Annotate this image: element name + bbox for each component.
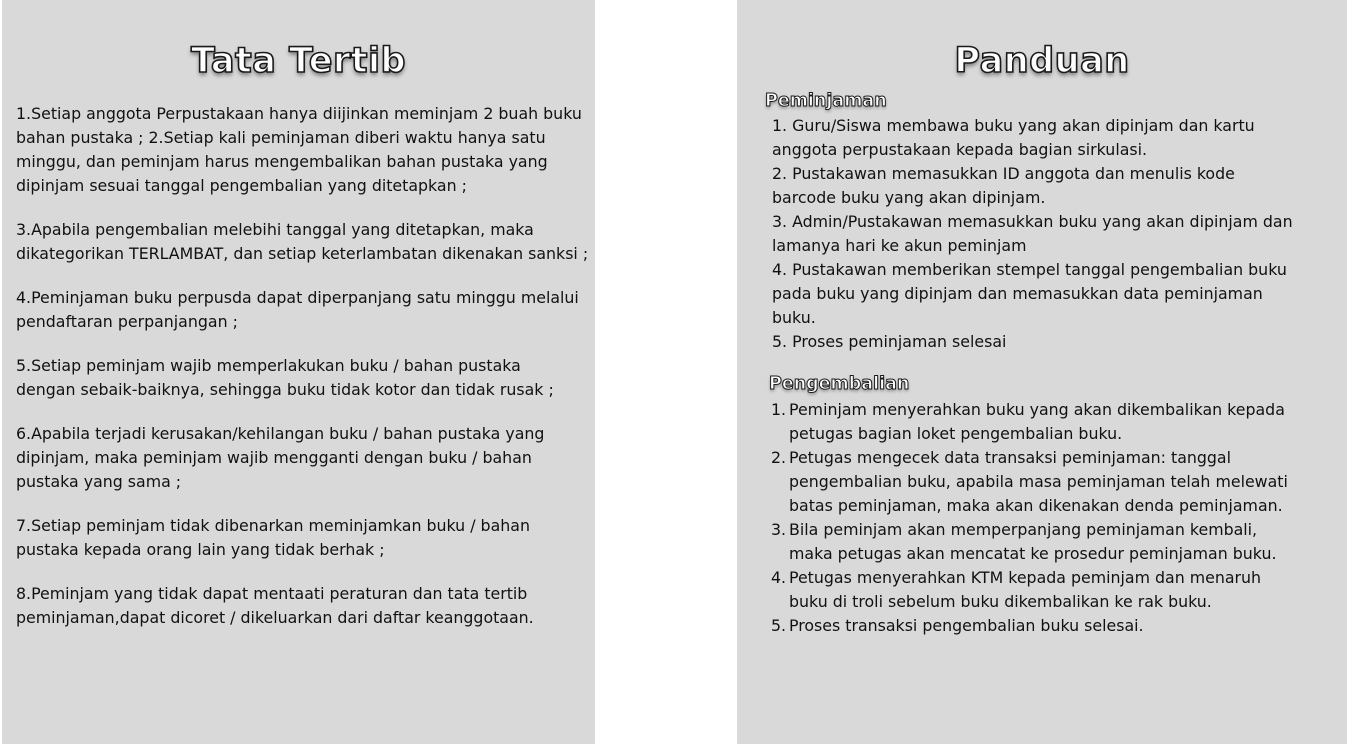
rule-line: 5.Setiap peminjam wajib memperlakukan buku / bahan pustaka (16, 356, 521, 375)
panduan-title: Panduan (954, 41, 1130, 81)
rule-line: dipinjam sesuai tanggal pengembalian yang ditetapkan ; (16, 176, 467, 195)
step-text (789, 398, 1285, 446)
rule-item (16, 582, 595, 630)
pengembalian-steps (771, 398, 1288, 638)
step-text (789, 446, 1288, 518)
panduan-panel (737, 0, 1347, 744)
rule-line: dikategorikan TERLAMBAT, dan setiap keterlambatan dikenakan sanksi ; (16, 244, 589, 263)
step-line: 4. Pustakawan memberikan stempel tanggal pengembalian buku (772, 260, 1287, 279)
step-line: Petugas menyerahkan KTM kepada peminjam dan menaruh (789, 568, 1262, 587)
rule-item (16, 218, 595, 266)
list-item (771, 446, 1288, 518)
step-line: buku di troli sebelum buku dikembalikan ke rak buku. (789, 592, 1212, 611)
step-line: Bila peminjam akan memperpanjang peminjaman kembali, (789, 520, 1258, 539)
step-line: 2. Pustakawan memasukkan ID anggota dan menulis kode (772, 164, 1235, 183)
step-line: maka petugas akan mencatat ke prosedur peminjaman buku. (789, 544, 1277, 563)
rule-line: 8.Peminjam yang tidak dapat mentaati peraturan dan tata tertib (16, 584, 528, 603)
list-item (771, 614, 1288, 638)
rule-line: 7.Setiap peminjam tidak dibenarkan meminjamkan buku / bahan (16, 516, 530, 535)
step-line: barcode buku yang akan dipinjam. (772, 188, 1046, 207)
step-line: batas peminjaman, maka akan dikenakan denda peminjaman. (789, 496, 1283, 515)
rule-line: pustaka yang sama ; (16, 472, 182, 491)
step-line: pada buku yang dipinjam dan memasukkan data peminjaman (772, 284, 1263, 303)
rule-item (16, 102, 595, 198)
step-line: lamanya hari ke akun peminjam (772, 236, 1027, 255)
step-text (789, 614, 1144, 638)
rule-item (16, 286, 595, 334)
step-line: 3. Admin/Pustakawan memasukkan buku yang akan dipinjam dan (772, 212, 1293, 231)
rule-line: 4.Peminjaman buku perpusda dapat diperpanjang satu minggu melalui (16, 288, 579, 307)
step-text (789, 518, 1277, 566)
step-line: anggota perpustakaan kepada bagian sirkulasi. (772, 140, 1148, 159)
step-text (789, 566, 1261, 614)
rule-line: 1.Setiap anggota Perpustakaan hanya diijinkan meminjam 2 buah buku (16, 104, 582, 123)
pengembalian-heading: Pengembalian (769, 374, 910, 394)
rule-line: dipinjam, maka peminjam wajib mengganti dengan buku / bahan (16, 448, 532, 467)
rule-line: 3.Apabila pengembalian melebihi tanggal yang ditetapkan, maka (16, 220, 534, 239)
step-number: 4. (771, 568, 787, 587)
tata-tertib-panel (2, 0, 595, 744)
step-line: Proses transaksi pengembalian buku selesai. (789, 616, 1144, 635)
rule-line: bahan pustaka ; 2.Setiap kali peminjaman diberi waktu hanya satu (16, 128, 546, 147)
list-item (771, 518, 1288, 566)
rule-item (16, 422, 595, 494)
list-item (771, 566, 1288, 614)
rule-line: pendaftaran perpanjangan ; (16, 312, 238, 331)
step-line: Petugas mengecek data transaksi peminjaman: tanggal (789, 448, 1232, 467)
rules-list (16, 102, 595, 650)
step-number: 5. (771, 616, 787, 635)
step-number: 2. (771, 448, 787, 467)
rule-line: peminjaman,dapat dicoret / dikeluarkan dari daftar keanggotaan. (16, 608, 534, 627)
peminjaman-heading: Peminjaman (765, 91, 887, 111)
step-line: buku. (772, 308, 816, 327)
list-item (771, 398, 1288, 446)
step-line: 1. Guru/Siswa membawa buku yang akan dipinjam dan kartu (772, 116, 1255, 135)
tata-tertib-title: Tata Tertib (190, 41, 407, 81)
rule-item (16, 354, 595, 402)
step-line: pengembalian buku, apabila masa peminjaman telah melewati (789, 472, 1288, 491)
step-number: 1. (771, 400, 787, 419)
step-line: 5. Proses peminjaman selesai (772, 332, 1007, 351)
step-number: 3. (771, 520, 787, 539)
rule-item (16, 514, 595, 562)
rule-line: 6.Apabila terjadi kerusakan/kehilangan buku / bahan pustaka yang (16, 424, 545, 443)
rule-line: pustaka kepada orang lain yang tidak berhak ; (16, 540, 385, 559)
step-line: petugas bagian loket pengembalian buku. (789, 424, 1123, 443)
rule-line: minggu, dan peminjam harus mengembalikan bahan pustaka yang (16, 152, 548, 171)
rule-line: dengan sebaik-baiknya, sehingga buku tidak kotor dan tidak rusak ; (16, 380, 554, 399)
peminjaman-steps (772, 114, 1293, 354)
step-line: Peminjam menyerahkan buku yang akan dikembalikan kepada (789, 400, 1285, 419)
